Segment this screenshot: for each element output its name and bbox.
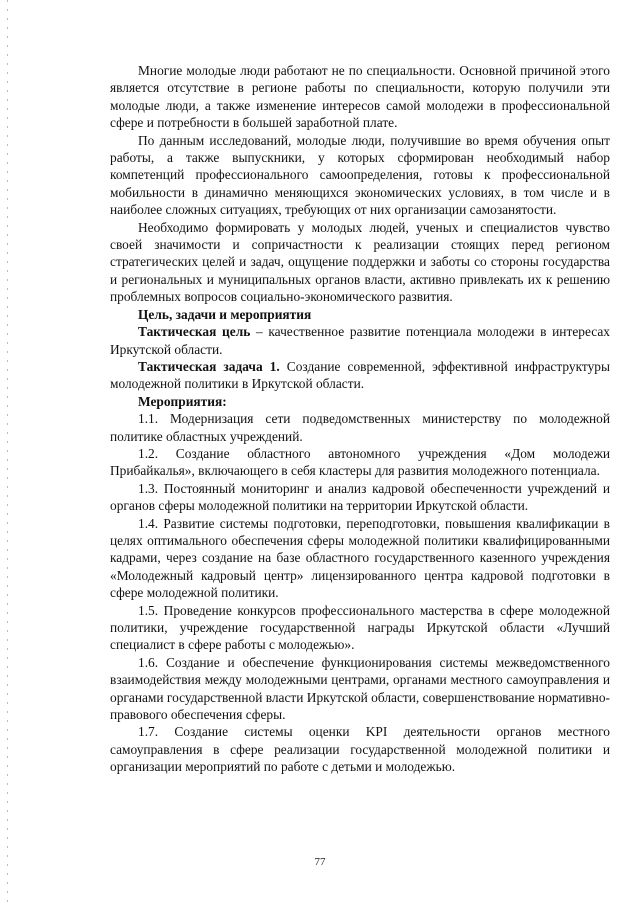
measure-item: 1.2. Создание областного автономного учреждения «Дом молодежи Прибайкалья», включающего в себя кластеры для развития молодежного потенциала. xyxy=(110,445,610,479)
paragraph: По данным исследований, молодые люди, получившие во время обучения опыт работы, а также выпускники, у которых сформирован необходимый набор компетенций профессионального самоопределения, готовы к профессиональной мобильности в динамично меняющихся экономических условиях, в том числе и в наиболее сложных ситуациях, требующих от них организации самозанятости. xyxy=(110,132,610,218)
paragraph: Необходимо формировать у молодых людей, ученых и специалистов чувство своей значимости и сопричастности к реализации стоящих перед регионом стратегических целей и задач, ощущение поддержки и заботы со стороны государства и региональных и муниципальных органов власти, активно привлекать их к решению проблемных вопросов социально-экономического развития. xyxy=(110,219,610,305)
goal-label: Тактическая цель xyxy=(138,324,251,340)
measure-item: 1.4. Развитие системы подготовки, переподготовки, повышения квалификации в целях оптимального обеспечения сферы молодежной политики квалифицированными кадрами, через создание на базе областного государственного казенного учреждения «Молодежный кадровый центр» лицензированного центра кадровой подготовки в сфере молодежной политики. xyxy=(110,515,610,601)
section-heading-text: Цель, задачи и мероприятия xyxy=(138,306,312,322)
goal-paragraph xyxy=(110,323,610,358)
task-label: Тактическая задача 1. xyxy=(138,358,280,374)
measure-item: 1.3. Постоянный мониторинг и анализ кадровой обеспеченности учреждений и органов сферы молодежной политики на территории Иркутской области. xyxy=(110,480,610,514)
measure-item: 1.7. Создание системы оценки KPI деятельности органов местного самоуправления в сфере реализации государственной молодежной политики и организации мероприятий по работе с детьми и молодежью. xyxy=(110,724,610,775)
section-heading xyxy=(110,306,610,323)
measures-label: Мероприятия: xyxy=(138,393,227,409)
measure-item: 1.1. Модернизация сети подведомственных министерству по молодежной политике областных учреждений. xyxy=(110,411,610,444)
goal-text: – качественное развитие потенциала молодежи в интересах Иркутской области. xyxy=(110,324,610,357)
binding-edge xyxy=(7,0,8,905)
measure-item: 1.6. Создание и обеспечение функционирования системы межведомственного взаимодействия между молодежными центрами, органами местного самоуправления и органами государственной власти Иркутской области, совершенствование нормативно-правового обеспечения сферы. xyxy=(110,654,610,723)
measures-heading xyxy=(110,393,610,410)
task-paragraph xyxy=(110,358,610,393)
page-number: 77 xyxy=(314,856,326,868)
page-body xyxy=(110,62,610,776)
paragraph: Многие молодые люди работают не по специальности. Основной причиной этого является отсутствие в регионе работы по специальности, которую получили эти молодые люди, а также изменение интересов самой молодежи в профессиональной сфере и потребности в большей заработной плате. xyxy=(110,63,610,131)
task-text: Создание современной, эффективной инфраструктуры молодежной политики в Иркутской области. xyxy=(110,358,610,392)
measure-item: 1.5. Проведение конкурсов профессионального мастерства в сфере молодежной политики, учреждение государственной награды Иркутской области «Лучший специалист в сфере работы с молодежью». xyxy=(110,602,610,653)
